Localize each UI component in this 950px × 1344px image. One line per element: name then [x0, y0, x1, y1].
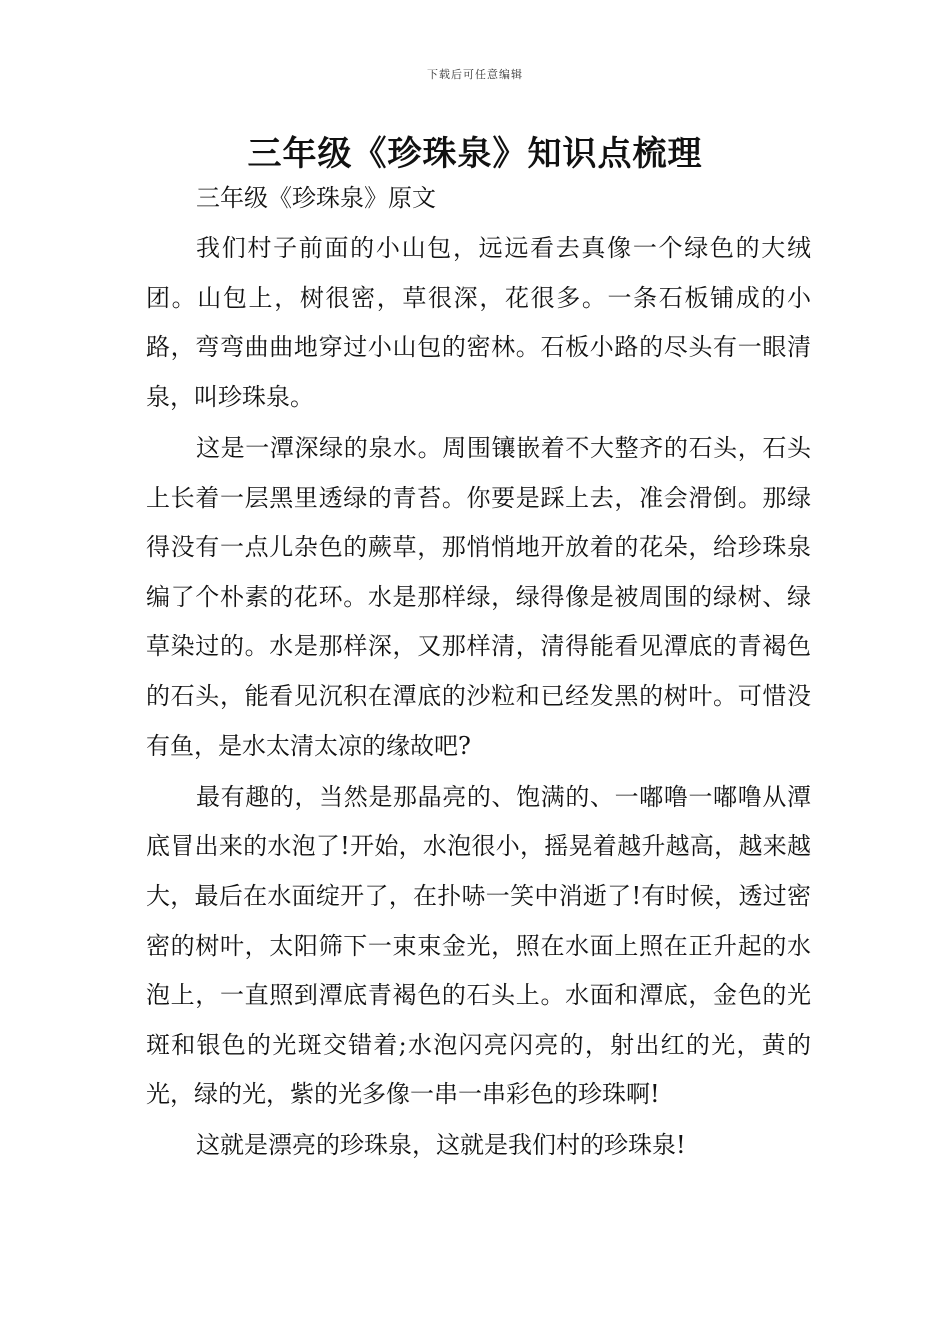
- document-body: [146, 224, 811, 1173]
- paragraph-2: 这是一潭深绿的泉水。周围镶嵌着不大整齐的石头，石头上长着一层黑里透绿的青苔。你要是踩上去，准会滑倒。那绿得没有一点儿杂色的蕨草，那悄悄地开放着的花朵，给珍珠泉编了个朴素的花环。水是那样绿，绿得像是被周围的绿树、绿草染过的。水是那样深，又那样清，清得能看见潭底的青褐色的石头，能看见沉积在潭底的沙粒和已经发黑的树叶。可惜没有鱼，是水太清太凉的缘故吧?: [146, 433, 811, 760]
- paragraph-1: 我们村子前面的小山包，远远看去真像一个绿色的大绒团。山包上，树很密，草很深，花很多。一条石板铺成的小路，弯弯曲曲地穿过小山包的密林。石板小路的尽头有一眼清泉，叫珍珠泉。: [146, 234, 811, 411]
- header-note: 下载后可任意编辑: [427, 68, 523, 81]
- section-subtitle: 三年级《珍珠泉》原文: [196, 184, 436, 212]
- document-title: 三年级《珍珠泉》知识点梳理: [247, 134, 703, 174]
- paragraph-3: 最有趣的，当然是那晶亮的、饱满的、一嘟噜一嘟噜从潭底冒出来的水泡了!开始，水泡很小，摇晃着越升越高，越来越大，最后在水面绽开了，在扑哧一笑中消逝了!有时候，透过密密的树叶，太阳筛下一束束金光，照在水面上照在正升起的水泡上，一直照到潭底青褐色的石头上。水面和潭底，金色的光斑和银色的光斑交错着;水泡闪亮闪亮的，射出红的光，黄的光，绿的光，紫的光多像一串一串彩色的珍珠啊!: [146, 782, 811, 1109]
- paragraph-4: 这就是漂亮的珍珠泉，这就是我们村的珍珠泉!: [196, 1131, 686, 1160]
